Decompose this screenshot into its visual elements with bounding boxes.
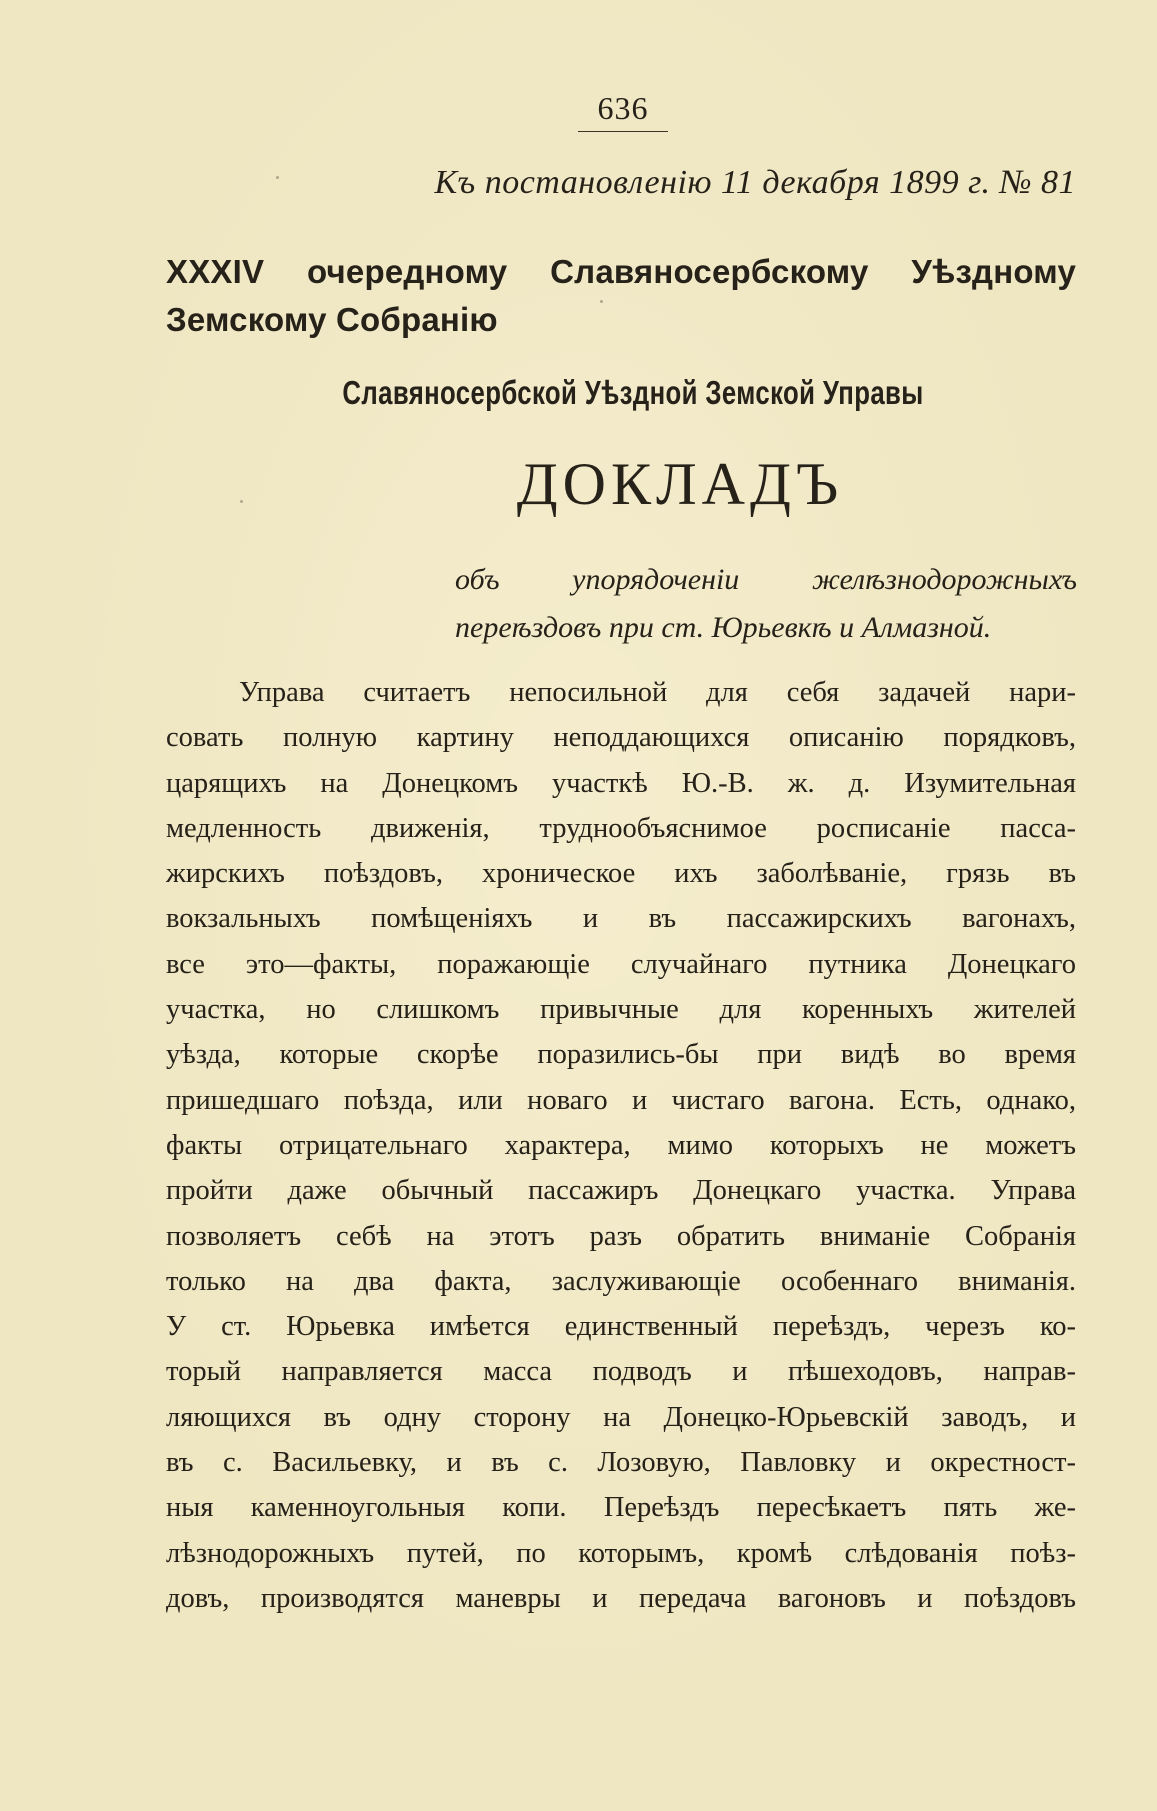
body-text [166,670,1076,1621]
body-line: ныя каменноугольныя копи. Переѣздъ пересѣкаетъ пять же- [166,1492,1076,1524]
sender-heading: Славяносербской Уѣздной Земской Управы [342,374,924,411]
paper-speck [240,500,243,503]
body-line: совать полную картину неподдающихся описанію порядковъ, [166,722,1076,754]
body-line: въ с. Васильевку, и въ с. Лозовую, Павловку и окрестност- [166,1447,1076,1479]
body-line: факты отрицательнаго характера, мимо которыхъ не можетъ [166,1129,1076,1161]
resolution-reference: Къ постановленію 11 декабря 1899 г. № 81 [434,164,1076,201]
body-line: вокзальныхъ помѣщеніяхъ и въ пассажирскихъ вагонахъ, [166,903,1076,935]
paper-speck [600,300,603,303]
body-line: ляющихся въ одну сторону на Донецко-Юрьевскій заводъ, и [166,1401,1076,1433]
body-line: довъ, производятся маневры и передача вагоновъ и поѣздовъ [166,1582,1076,1614]
body-line: У ст. Юрьевка имѣется единственный переѣздъ, черезъ ко- [166,1311,1076,1343]
body-line: пройти даже обычный пассажиръ Донецкаго участка. Управа [166,1175,1076,1207]
addressee-heading: XXXIV очередному Славяносербскому Уѣздному Земскому Собранію [166,253,1076,338]
report-subject: объ упорядоченіи желѣзнодорожныхъ переѣздовъ при ст. Юрьевкѣ и Алмазной. [455,563,1077,644]
body-line: все это—факты, поражающіе случайнаго путника Донецкаго [166,948,1076,980]
body-line: только на два факта, заслуживающіе особеннаго вниманія. [166,1265,1076,1297]
body-line: лѣзнодорожныхъ путей, по которымъ, кромѣ слѣдованія поѣз- [166,1537,1076,1569]
document-title: ДОКЛАДЪ [516,451,844,517]
body-line: позволяетъ себѣ на этотъ разъ обратить вниманіе Собранія [166,1220,1076,1252]
body-line: Управа считаетъ непосильной для себя задачей нари- [239,677,1076,708]
body-line: торый направляется масса подводъ и пѣшеходовъ, направ- [166,1356,1076,1388]
body-line: участка, но слишкомъ привычные для коренныхъ жителей [166,994,1076,1026]
body-line: царящихъ на Донецкомъ участкѣ Ю.-В. ж. д. Изумительная [166,767,1076,799]
body-line: жирскихъ поѣздовъ, хроническое ихъ заболѣваніе, грязь въ [166,858,1076,890]
paper-speck [276,176,279,179]
page-number: 636 [578,90,668,132]
body-line: уѣзда, которые скорѣе поразились-бы при видѣ во время [166,1039,1076,1071]
body-line: пришедшаго поѣзда, или новаго и чистаго вагона. Есть, однако, [166,1084,1076,1116]
body-line: медленность движенія, труднообъяснимое росписаніе пасса- [166,812,1076,844]
